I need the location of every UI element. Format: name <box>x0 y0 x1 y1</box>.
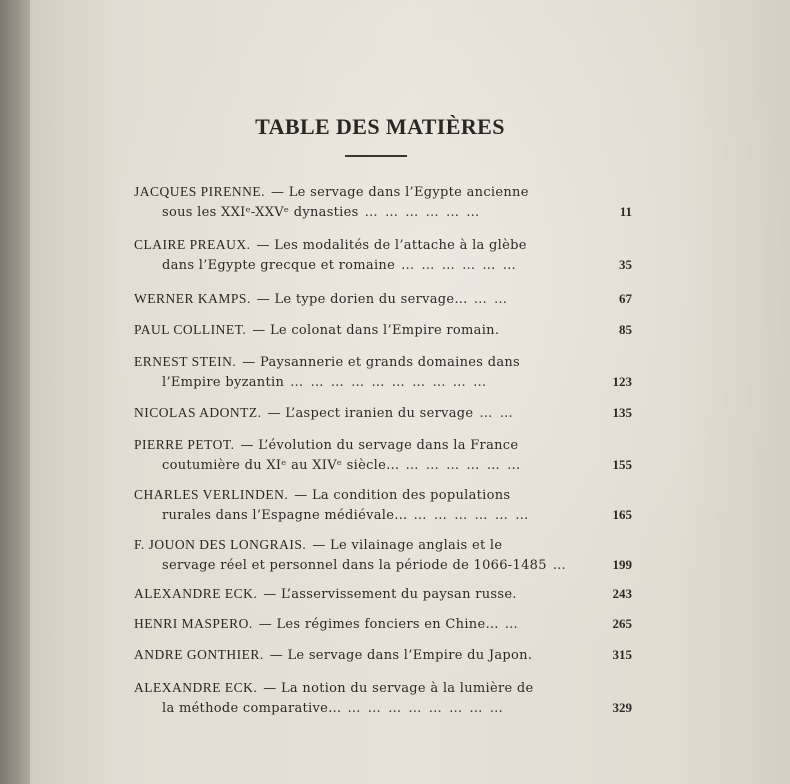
toc-entry <box>134 320 632 340</box>
entry-author: ERNEST STEIN. <box>134 354 237 369</box>
entry-title: — Le servage dans l’Egypte ancienne <box>271 185 529 200</box>
entry-author: ALEXANDRE ECK. <box>134 586 258 601</box>
entry-author: PAUL COLLINET. <box>134 322 247 337</box>
entry-author: F. JOUON DES LONGRAIS. <box>134 537 307 552</box>
entry-title-continued: rurales dans l’Espagne médiévale… <box>162 508 408 523</box>
toc-entry <box>134 403 632 423</box>
leader-dots: … … <box>479 406 515 421</box>
title-divider <box>345 155 407 157</box>
book-page <box>30 0 790 784</box>
entry-title: — Les régimes fonciers en Chine… <box>258 617 499 632</box>
toc-entry <box>134 614 632 634</box>
toc-entry <box>134 678 632 718</box>
entry-author: CLAIRE PREAUX. <box>134 237 251 252</box>
toc-entry <box>134 535 632 575</box>
entry-author: NICOLAS ADONTZ. <box>134 405 262 420</box>
toc-entry <box>134 182 632 222</box>
entry-title-continued: la méthode comparative… <box>162 701 342 716</box>
toc-entry <box>134 352 632 392</box>
leader-dots: … … … … … … … … … … <box>290 375 488 390</box>
entry-author: CHARLES VERLINDEN. <box>134 487 289 502</box>
entry-title-continued: servage réel et personnel dans la période de 1066-1485 <box>162 558 547 573</box>
entry-title: — Les modalités de l’attache à la glèbe <box>256 238 527 253</box>
entry-title: — Le colonat dans l’Empire romain. <box>252 323 500 338</box>
leader-dots: … … … … … … <box>405 458 522 473</box>
entry-title: — Paysannerie et grands domaines dans <box>242 355 521 370</box>
toc-entry <box>134 435 632 475</box>
entry-title: — L’asservissement du paysan russe. <box>263 587 517 602</box>
book-gutter <box>0 0 34 784</box>
toc-entry <box>134 485 632 525</box>
leader-dots: … … … … … … … … <box>347 701 505 716</box>
leader-dots: … <box>552 558 568 573</box>
entry-page-number: 67 <box>619 291 632 306</box>
entry-page-number: 315 <box>612 647 632 662</box>
entry-title: — La notion du servage à la lumière de <box>263 681 534 696</box>
entry-author: ALEXANDRE ECK. <box>134 680 258 695</box>
entry-title: — La condition des populations <box>294 488 511 503</box>
entry-page-number: 243 <box>612 586 632 601</box>
entry-author: WERNER KAMPS. <box>134 291 251 306</box>
entry-page-number: 85 <box>619 322 632 337</box>
entry-page-number: 135 <box>612 405 632 420</box>
entry-title: — L’aspect iranien du servage <box>267 406 474 421</box>
toc-entry <box>134 289 632 309</box>
entry-page-number: 123 <box>612 374 632 389</box>
entry-title: — Le vilainage anglais et le <box>312 538 503 553</box>
entry-title: — Le servage dans l’Empire du Japon. <box>269 648 533 663</box>
entry-author: HENRI MASPERO. <box>134 616 253 631</box>
entry-title-continued: sous les XXIᵉ-XXVᵉ dynasties <box>162 205 359 220</box>
leader-dots: … … … … … … <box>364 205 481 220</box>
entry-page-number: 265 <box>612 616 632 631</box>
toc-entry <box>134 235 632 275</box>
entry-title-continued: l’Empire byzantin <box>162 375 285 390</box>
entry-page-number: 329 <box>612 700 632 715</box>
entry-page-number: 35 <box>619 257 632 272</box>
entry-author: JACQUES PIRENNE. <box>134 184 266 199</box>
entry-title-continued: dans l’Egypte grecque et romaine <box>162 258 396 273</box>
entry-title-continued: coutumière du XIᵉ au XIVᵉ siècle… <box>162 458 400 473</box>
entry-page-number: 199 <box>612 557 632 572</box>
entry-title: — L’évolution du servage dans la France <box>240 438 519 453</box>
leader-dots: … <box>504 617 520 632</box>
entry-page-number: 165 <box>612 507 632 522</box>
entry-page-number: 11 <box>619 204 632 219</box>
leader-dots: … … <box>473 292 509 307</box>
entry-author: ANDRE GONTHIER. <box>134 647 264 662</box>
toc-entry <box>134 645 632 665</box>
leader-dots: … … … … … … <box>413 508 530 523</box>
entry-page-number: 155 <box>612 457 632 472</box>
toc-entry <box>134 584 632 604</box>
page-title: TABLE DES MATIÈRES <box>255 114 505 139</box>
entry-author: PIERRE PETOT. <box>134 437 235 452</box>
leader-dots: … … … … … … <box>401 258 518 273</box>
entry-title: — Le type dorien du servage… <box>256 292 468 307</box>
